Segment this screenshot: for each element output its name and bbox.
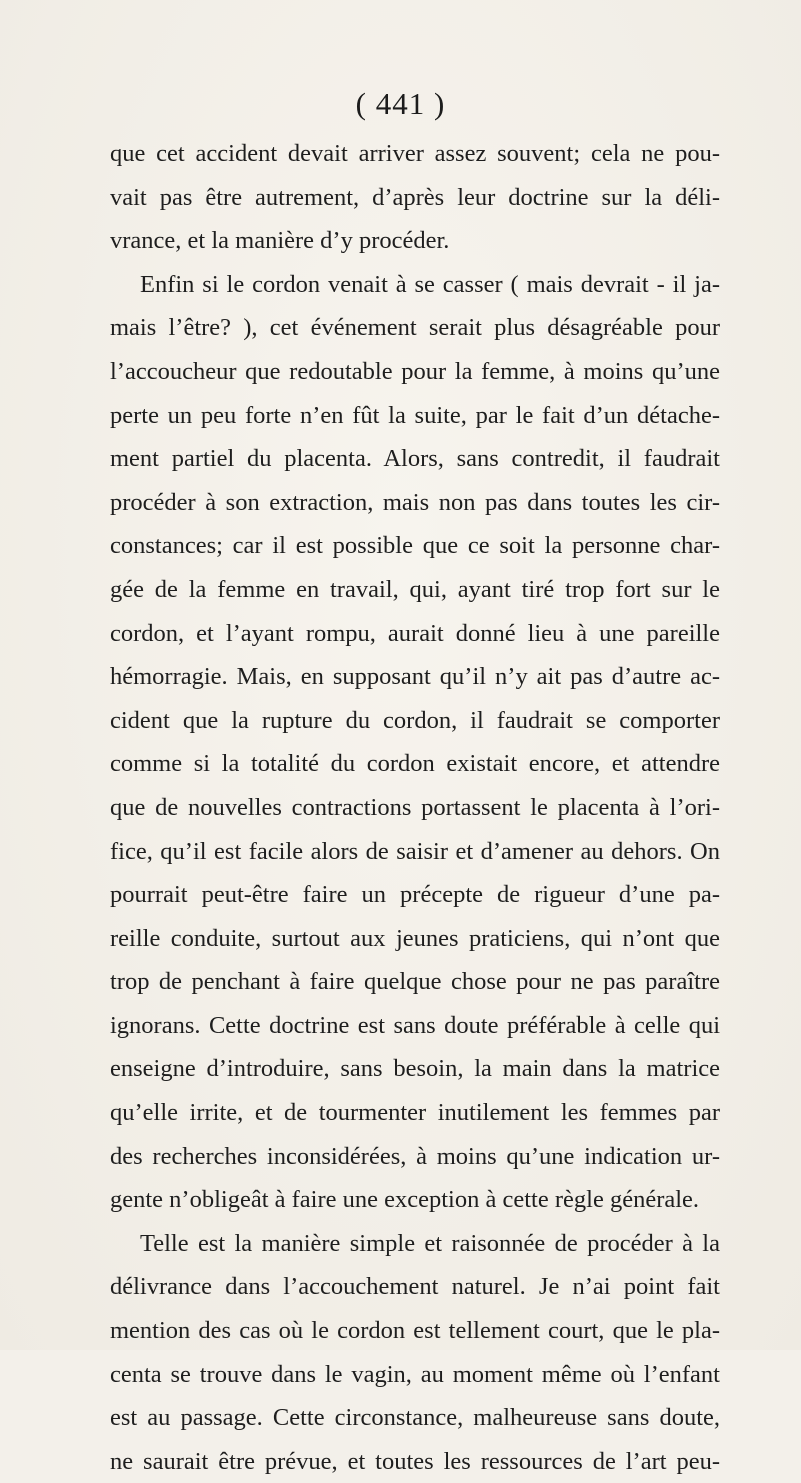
text-line: hémorragie. Mais, en supposant qu’il n’y ait pas d’autre ac-	[110, 663, 720, 691]
text-line: trop de penchant à faire quelque chose pour ne pas paraître	[110, 968, 720, 996]
text-line: que cet accident devait arriver assez souvent; cela ne pou-	[110, 140, 720, 167]
text-line: gente n’obligeât à faire une exception à cette règle générale.	[110, 1186, 700, 1214]
text-line: gée de la femme en travail, qui, ayant tiré trop fort sur le	[110, 575, 720, 603]
text-line: constances; car il est possible que ce soit la personne char-	[110, 532, 720, 560]
text-line: ne saurait être prévue, et toutes les ressources de l’art peu-	[110, 1447, 720, 1475]
text-line: mention des cas où le cordon est tellement court, que le pla-	[110, 1317, 720, 1345]
text-line: centa se trouve dans le vagin, au moment même où l’enfant	[110, 1360, 720, 1388]
text-line: pourrait peut-être faire un précepte de rigueur d’une pa-	[110, 881, 720, 909]
text-line: est au passage. Cette circonstance, malheureuse sans doute,	[110, 1404, 720, 1432]
text-line: ignorans. Cette doctrine est sans doute préférable à celle qui	[110, 1011, 720, 1039]
body-text	[110, 132, 720, 1483]
text-line: ment partiel du placenta. Alors, sans contredit, il faudrait	[110, 445, 720, 473]
text-line: qu’elle irrite, et de tourmenter inutilement les femmes par	[110, 1099, 720, 1127]
text-line: Enfin si le cordon venait à se casser ( mais devrait - il ja-	[140, 270, 720, 298]
text-line: enseigne d’introduire, sans besoin, la main dans la matrice	[110, 1055, 720, 1083]
text-line: cident que la rupture du cordon, il faudrait se comporter	[110, 706, 720, 734]
text-line: vrance, et la manière d’y procéder.	[110, 227, 450, 255]
page-number: ( 441 )	[355, 86, 446, 121]
text-line: reille conduite, surtout aux jeunes praticiens, qui n’ont que	[110, 924, 720, 952]
text-line: que de nouvelles contractions portassent le placenta à l’ori-	[110, 793, 720, 821]
text-line: cordon, et l’ayant rompu, aurait donné lieu à une pareille	[110, 619, 720, 647]
text-line: comme si la totalité du cordon existait encore, et attendre	[110, 750, 720, 778]
text-line: délivrance dans l’accouchement naturel. Je n’ai point fait	[110, 1273, 720, 1301]
text-line: perte un peu forte n’en fût la suite, par le fait d’un détache-	[110, 401, 720, 429]
text-line: fice, qu’il est facile alors de saisir et d’amener au dehors. On	[110, 837, 720, 865]
text-line: des recherches inconsidérées, à moins qu’une indication ur-	[110, 1142, 720, 1170]
text-line: vait pas être autrement, d’après leur doctrine sur la déli-	[110, 183, 720, 211]
text-line: Telle est la manière simple et raisonnée de procéder à la	[140, 1229, 720, 1257]
text-line: l’accoucheur que redoutable pour la femme, à moins qu’une	[110, 357, 720, 385]
text-line: mais l’être? ), cet événement serait plus désagréable pour	[110, 314, 720, 342]
text-line: procéder à son extraction, mais non pas dans toutes les cir-	[110, 488, 720, 516]
